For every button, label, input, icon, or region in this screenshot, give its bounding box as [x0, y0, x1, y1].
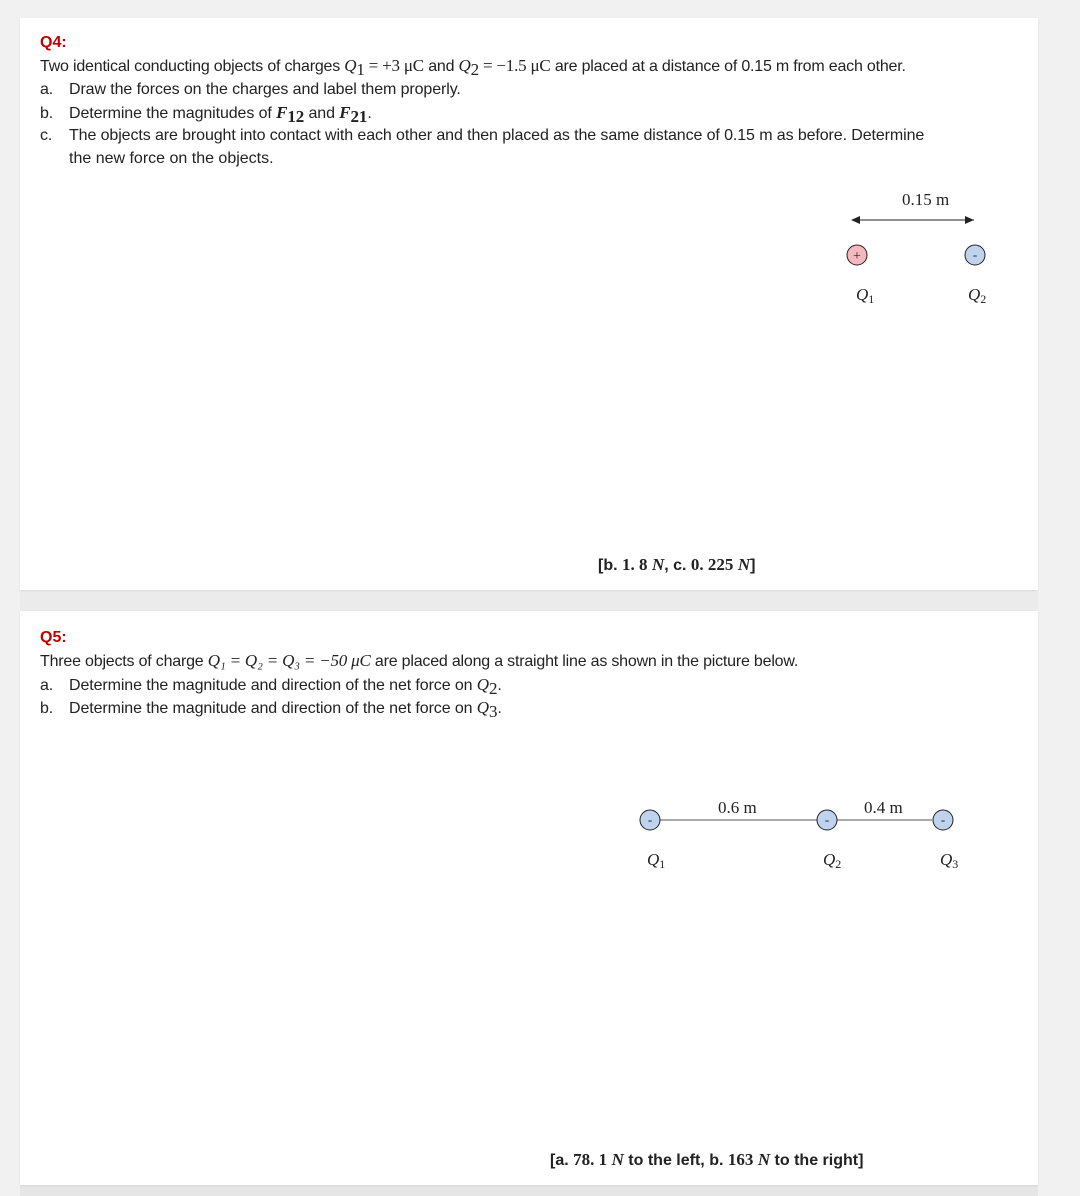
q5-item-a: [40, 673, 502, 697]
q4-item-b-end: .: [367, 105, 372, 122]
q4-item-c-text1: The objects are brought into contact with each other and then placed as the same distance of 0.15 m as before. Determine: [69, 127, 925, 144]
q5-q2-label: Q2: [823, 850, 842, 871]
q4-stem-q2-value: = −1.5 μC: [478, 56, 551, 75]
q5-item-a-end: .: [497, 677, 502, 694]
q4-stem: [40, 55, 1030, 78]
q4-item-b-and: and: [304, 105, 340, 122]
q5-answer-unit-a: N: [611, 1150, 624, 1169]
q5-answer-unit-b: N: [757, 1150, 771, 1169]
q4-answer-open: [b.: [598, 557, 622, 574]
q5-item-a-q-sub: 2: [488, 679, 498, 699]
q4-item-b-f12: F: [276, 103, 288, 122]
q4-item-c-cont: the new force on the objects.: [69, 150, 274, 167]
q5-item-a-letter: a.: [40, 677, 54, 694]
q4-item-c-letter: c.: [40, 127, 53, 144]
page-bottom-gap: [20, 1185, 1038, 1196]
q4-item-a-letter: a.: [40, 81, 54, 98]
q4-answer-unit-b: N: [651, 555, 665, 574]
q5-item-a-text: Determine the magnitude and direction of the net force on: [69, 677, 477, 694]
q5-answer-open: [a.: [550, 1152, 574, 1169]
question-4-panel: [20, 18, 1038, 590]
q4-answer: [598, 555, 755, 575]
q5-item-b-q-sub: 3: [488, 702, 498, 722]
q5-item-b: [40, 696, 502, 720]
q5-stem-text1: Three objects of charge: [40, 653, 208, 670]
q4-item-b: [40, 101, 372, 125]
q4-stem-text1: Two identical conducting objects of charges: [40, 58, 345, 75]
q4-stem-q2: Q: [458, 56, 471, 75]
q4-q2-label: Q2: [968, 285, 987, 306]
q4-q1-charge: [847, 245, 867, 265]
q5-item-b-end: .: [497, 700, 502, 717]
q4-stem-text3: are placed at a distance of 0.15 m from each other.: [550, 58, 906, 75]
q4-title: Q4:: [40, 34, 67, 51]
page-gap: [20, 590, 1038, 611]
q4-item-a-text: Draw the forces on the charges and label them properly.: [69, 81, 461, 98]
q4-distance-label: 0.15 m: [902, 190, 950, 209]
q4-q2-charge: [965, 245, 985, 265]
q4-item-b-f12-sub: 12: [287, 107, 305, 127]
q4-item-c: [40, 124, 924, 147]
q4-stem-q1-value: = +3 μC: [364, 56, 424, 75]
q5-answer-value-a: 78. 1: [573, 1150, 608, 1169]
q5-answer-text2: to the right]: [770, 1152, 864, 1169]
q5-stem-equation: Q₁ = Q₂ = Q₃ = −50 μC: [207, 651, 371, 670]
q5-d12-label: 0.6 m: [718, 798, 757, 817]
q5-item-b-text: Determine the magnitude and direction of the net force on: [69, 700, 477, 717]
q5-d23-label: 0.4 m: [864, 798, 903, 817]
q4-answer-value-b: 1. 8: [622, 555, 648, 574]
q4-answer-value-c: 0. 225: [690, 555, 734, 574]
q4-item-b-text: Determine the magnitudes of: [69, 105, 277, 122]
q4-item-a: [40, 78, 461, 101]
q5-stem: [40, 650, 1030, 673]
q5-answer-value-b: 163: [727, 1150, 754, 1169]
q4-stem-q1: Q: [344, 56, 357, 75]
q4-answer-unit-c: N: [737, 555, 751, 574]
q5-q2-sign: -: [824, 812, 830, 827]
q4-answer-sep: , c.: [664, 557, 691, 574]
q5-q1-sign: -: [647, 812, 653, 827]
q4-item-b-f21-sub: 21: [350, 107, 368, 127]
q5-item-a-q: Q: [476, 675, 489, 694]
q5-q1-charge: [640, 810, 660, 830]
q5-q2-charge: [817, 810, 837, 830]
q4-stem-q1-sub: 1: [356, 60, 365, 80]
q5-q3-sign: -: [940, 812, 946, 827]
q4-figure: [20, 178, 1038, 318]
q5-figure: [20, 789, 1038, 889]
q4-answer-close: ]: [750, 557, 756, 574]
question-5-panel: [20, 611, 1038, 1185]
q4-q1-label: Q1: [856, 285, 875, 306]
q5-item-b-letter: b.: [40, 700, 54, 717]
q5-title: Q5:: [40, 629, 67, 646]
q4-q2-sign: -: [972, 247, 978, 262]
q4-stem-q2-sub: 2: [470, 60, 479, 80]
q5-q1-label: Q1: [647, 850, 666, 871]
q5-item-b-q: Q: [476, 698, 489, 717]
q5-q3-label: Q3: [940, 850, 959, 871]
q4-q1-sign: +: [853, 249, 861, 264]
q4-stem-text2: and: [423, 58, 459, 75]
q5-stem-text2: are placed along a straight line as shown in the picture below.: [370, 653, 799, 670]
q4-item-b-letter: b.: [40, 105, 54, 122]
q5-q3-charge: [933, 810, 953, 830]
q5-answer: [550, 1150, 863, 1170]
q4-item-b-f21: F: [339, 103, 351, 122]
q5-answer-text1: to the left, b.: [623, 1152, 728, 1169]
